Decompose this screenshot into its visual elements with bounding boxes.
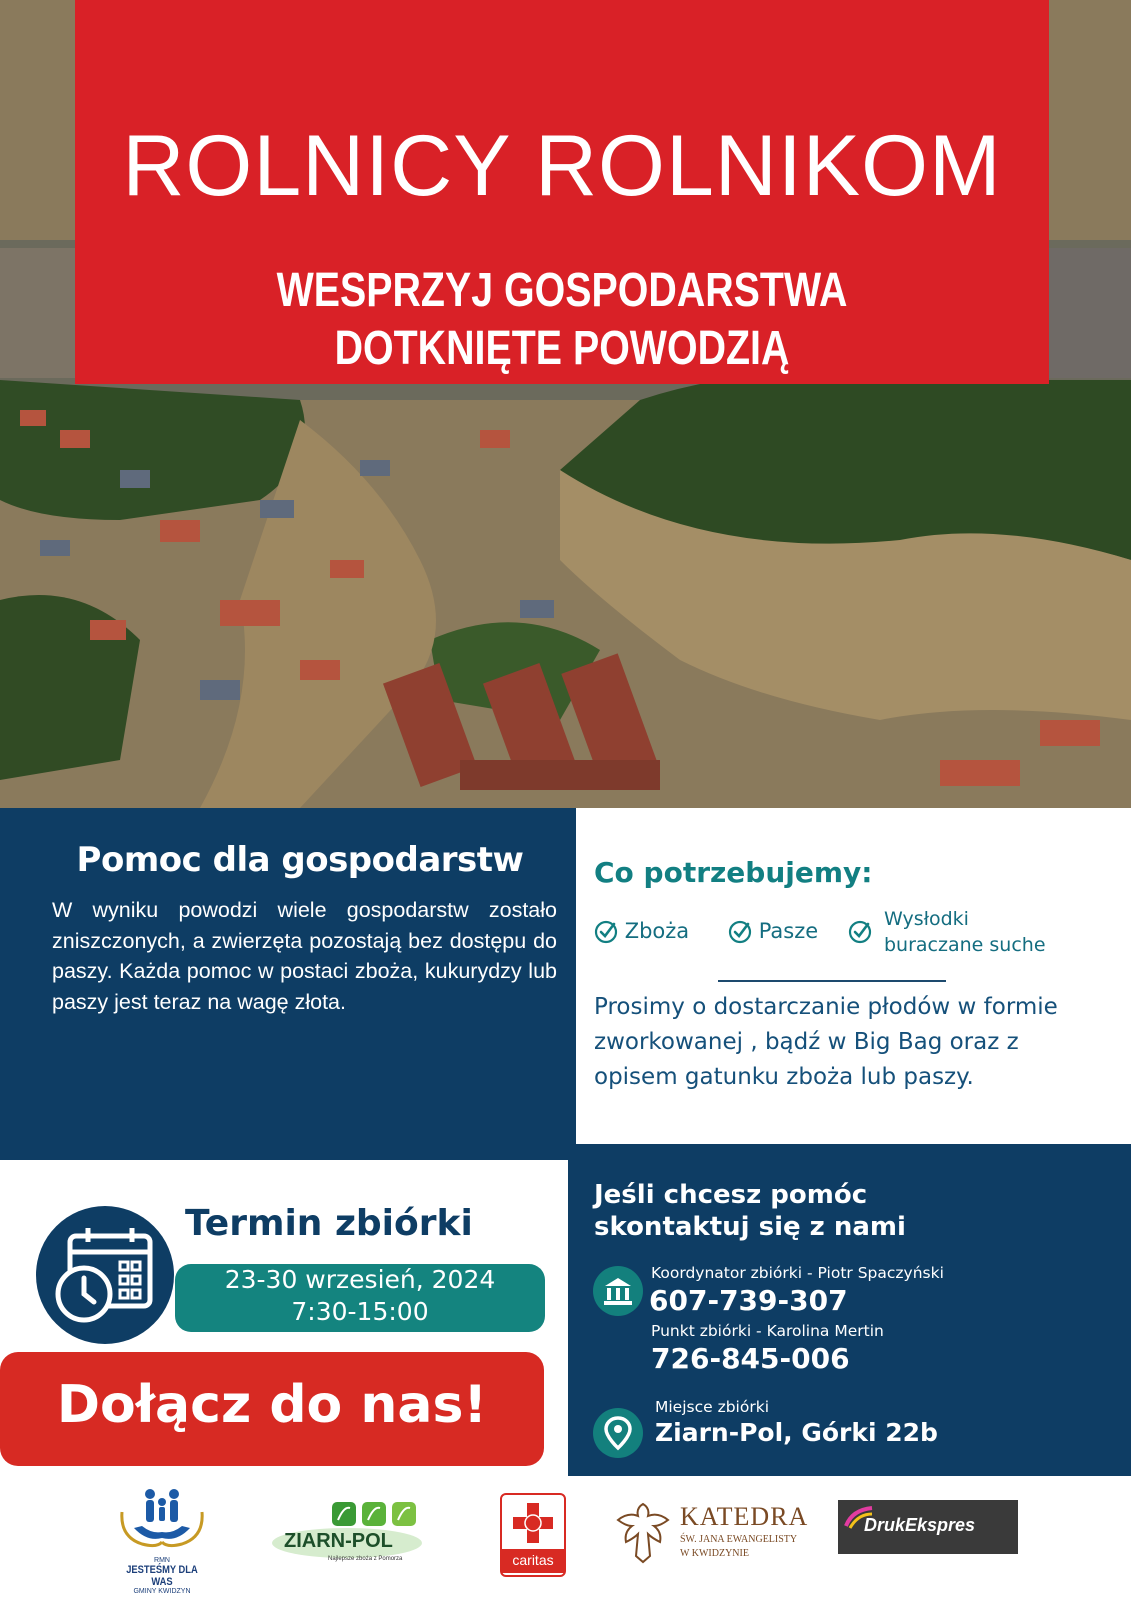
logo-text: JESTEŚMY DLA WAS	[126, 1564, 198, 1588]
term-title: Termin zbiórki	[185, 1203, 473, 1244]
calendar-badge	[36, 1206, 174, 1344]
logo-katedra	[614, 1498, 809, 1568]
logo-text: RMN	[154, 1557, 170, 1564]
place-value: Ziarn-Pol, Górki 22b	[655, 1418, 938, 1447]
contact-title	[594, 1179, 1094, 1243]
page-title: ROLNICY ROLNIKOM	[122, 118, 1002, 214]
logo-text: GMINY KWIDZYN	[133, 1588, 191, 1595]
logo-text: caritas	[512, 1552, 554, 1568]
logo-text: ZIARN-POL	[284, 1530, 393, 1552]
eagle-icon	[614, 1498, 672, 1564]
term-date	[175, 1264, 545, 1328]
need-label: Wysłodki	[884, 908, 969, 930]
needs-title: Co potrzebujemy:	[594, 856, 873, 889]
logo-text: W KWIDZYNIE	[680, 1548, 749, 1559]
need-item-pasze	[728, 918, 818, 944]
calendar-clock-icon	[36, 1206, 174, 1344]
logo-caritas	[500, 1493, 566, 1577]
check-icon	[848, 920, 872, 944]
need-label: Zboża	[624, 919, 690, 943]
need-label: buraczane suche	[884, 934, 1046, 956]
need-item-zboza	[594, 918, 689, 944]
divider	[718, 980, 946, 982]
place-label: Miejsce zbiórki	[655, 1398, 770, 1416]
contact-title-line: Jeśli chcesz pomóc	[594, 1180, 868, 1210]
point-label: Punkt zbiórki - Karolina Mertin	[651, 1322, 884, 1340]
logo-jestesmy-dla-was	[112, 1482, 212, 1595]
help-title: Pomoc dla gospodarstw	[76, 840, 524, 880]
check-icon	[728, 920, 752, 944]
bank-icon	[593, 1266, 643, 1316]
term-dates: 23-30 wrzesień, 2024	[224, 1265, 496, 1294]
logo-text: ŚW. JANA EWANGELISTY	[680, 1534, 798, 1545]
logo-text: DrukEkspres	[864, 1515, 976, 1535]
coordinator-phone[interactable]: 607-739-307	[649, 1284, 848, 1317]
logo-text: KATEDRA	[680, 1502, 809, 1531]
page-subtitle: WESPRZYJ GOSPODARSTWA DOTKNIĘTE POWODZIĄ	[276, 264, 848, 375]
coordinator-label: Koordynator zbiórki - Piotr Spaczyński	[651, 1264, 944, 1282]
point-phone[interactable]: 726-845-006	[651, 1342, 850, 1375]
logo-drukekspres	[838, 1500, 1018, 1554]
leaf-icon	[332, 1500, 422, 1530]
caritas-cross-icon	[511, 1501, 555, 1545]
help-text: W wyniku powodzi wiele gospodarstw zostało zniszczonych, a zwierzęta pozostają bez dostępu do paszy. Każda pomoc w postaci zboża, kukurydzy lub paszy jest teraz na wagę złota.	[52, 898, 557, 1014]
logo-text: Najlepsze zboża z Pomorza	[328, 1556, 403, 1562]
join-label: Dołącz do nas!	[56, 1375, 488, 1435]
need-label: Pasze	[758, 919, 819, 943]
contact-title-line: skontaktuj się z nami	[594, 1212, 906, 1242]
location-pin-icon	[593, 1408, 643, 1458]
family-hands-icon	[112, 1482, 212, 1552]
logo-ziarn-pol	[272, 1500, 422, 1570]
check-icon	[594, 920, 618, 944]
term-hours: 7:30-15:00	[291, 1297, 429, 1326]
needs-text: Prosimy o dostarczanie płodów w formie zworkowanej , bądź w Big Bag oraz z opisem gatunku zboża lub paszy.	[594, 994, 1058, 1090]
need-item-wyslodki	[848, 906, 1046, 958]
